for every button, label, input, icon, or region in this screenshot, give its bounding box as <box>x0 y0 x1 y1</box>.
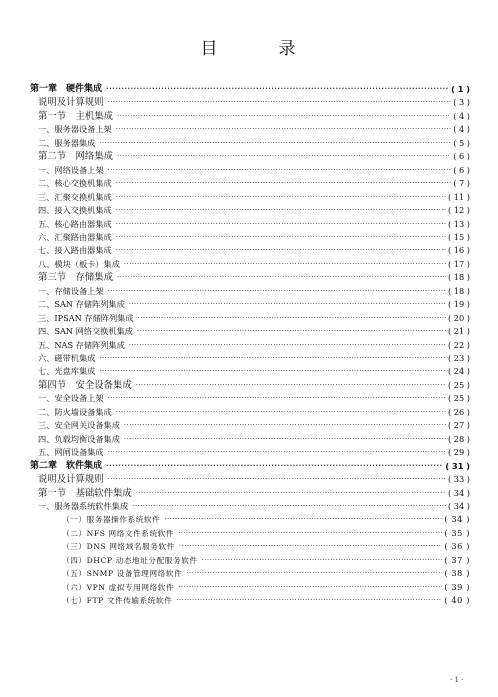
toc-entry-label: 四、负载均衡设备集成 <box>38 433 120 444</box>
toc-entry-page: ( 22 ) <box>447 339 470 350</box>
toc-entry[interactable] <box>38 190 470 204</box>
toc-entry[interactable] <box>38 391 470 405</box>
toc-entry[interactable] <box>38 163 470 177</box>
toc-entry[interactable] <box>38 243 470 257</box>
toc-entry-label: 六、汇聚路由器集成 <box>38 231 112 242</box>
toc-entry[interactable] <box>38 176 470 190</box>
toc-entry-label: 八、模块（板卡）集成 <box>38 258 120 269</box>
toc-entry[interactable] <box>38 122 470 136</box>
dot-leader <box>124 258 446 271</box>
toc-entry[interactable] <box>38 230 470 244</box>
dot-leader <box>108 446 446 459</box>
toc-entry-page: ( 19 ) <box>447 299 470 310</box>
toc-entry[interactable] <box>38 364 470 378</box>
toc-entry-label: 七、光盘库集成 <box>38 366 96 377</box>
toc-entry[interactable] <box>38 338 470 352</box>
toc-entry-label: 二、SAN 存储阵列集成 <box>38 299 125 310</box>
toc-entry-page: ( 18 ) <box>447 272 470 283</box>
toc-entry-label: 第一节 基础软件集成 <box>38 487 132 499</box>
toc-entry[interactable] <box>38 257 470 271</box>
toc-entry-page: ( 6 ) <box>453 164 470 175</box>
toc-entry-page: ( 17 ) <box>447 258 470 269</box>
dot-leader <box>108 392 446 405</box>
toc-entry-label: 四、SAN 网络交换机集成 <box>38 326 133 337</box>
page-title: 目 录 <box>200 39 318 59</box>
toc-entry-label: 五、NAS 存储阵列集成 <box>38 339 125 350</box>
toc-entry[interactable] <box>38 351 470 365</box>
toc-entry-label: （五）SNMP 设备管理网络软件 <box>62 569 183 579</box>
toc-entry-page: ( 34 ) <box>444 514 470 525</box>
dot-leader <box>116 177 451 190</box>
toc-entry-page: ( 35 ) <box>444 527 470 538</box>
toc-entry[interactable] <box>38 472 470 486</box>
dot-leader <box>99 365 446 378</box>
toc-entry-page: ( 11 ) <box>447 191 470 202</box>
toc-entry-label: 一、服务器系统软件集成 <box>38 500 129 511</box>
toc-entry-page: ( 38 ) <box>444 568 470 579</box>
toc-entry[interactable] <box>38 203 470 217</box>
toc-entry-page: ( 24 ) <box>447 366 470 377</box>
toc-entry-page: ( 26 ) <box>447 406 470 417</box>
dot-leader <box>137 325 446 338</box>
toc-entry[interactable] <box>38 109 470 123</box>
toc-entry-label: 第二章 软件集成 <box>30 460 103 471</box>
toc-entry[interactable] <box>38 378 470 392</box>
toc-entry-label: 四、接入交换机集成 <box>38 205 112 216</box>
toc-entry-page: ( 6 ) <box>453 151 470 162</box>
toc-entry[interactable] <box>38 418 470 432</box>
toc-entry-page: ( 37 ) <box>444 554 470 565</box>
dot-leader <box>179 540 442 553</box>
dot-leader <box>116 406 446 419</box>
toc-entry[interactable] <box>38 95 470 109</box>
toc-entry-page: ( 4 ) <box>453 124 470 135</box>
toc-entry-label: （四）DHCP 动态地址分配服务软件 <box>62 555 198 565</box>
toc-entry-label: （七）FTP 文件传输系统软件 <box>62 596 173 606</box>
toc-entry[interactable] <box>62 526 470 540</box>
dot-leader <box>116 218 446 231</box>
dot-leader <box>108 164 452 177</box>
dot-leader <box>116 191 446 204</box>
toc-entry-page: ( 23 ) <box>447 353 470 363</box>
toc-entry-label: 第四节 安全设备集成 <box>38 379 132 391</box>
toc-entry-page: ( 12 ) <box>447 205 470 216</box>
page-number-footer: · 1 · <box>450 676 464 684</box>
toc-entry-label: 一、网络设备上架 <box>38 164 104 175</box>
toc-entry[interactable] <box>38 324 470 338</box>
toc-entry-page: ( 31 ) <box>445 460 470 471</box>
toc-entry[interactable] <box>38 311 470 325</box>
toc-entry[interactable] <box>62 580 470 594</box>
dot-leader <box>106 83 449 96</box>
toc-entry-label: （六）VPN 虚拟专用网络软件 <box>62 582 175 592</box>
dot-leader <box>138 312 446 325</box>
toc-entry-label: 第一节 主机集成 <box>38 110 114 122</box>
dot-leader <box>116 123 451 136</box>
toc-entry-label: 七、接入路由器集成 <box>38 245 112 256</box>
toc-entry[interactable] <box>38 270 470 284</box>
toc-entry-page: ( 20 ) <box>447 312 470 323</box>
toc-entry[interactable] <box>38 284 470 298</box>
toc-entry-label: 说明及计算规则 <box>38 474 104 486</box>
dot-leader <box>129 298 446 311</box>
toc-entry[interactable] <box>38 217 470 231</box>
toc-entry-label: 三、汇聚交换机集成 <box>38 191 112 202</box>
toc-entry-label: 一、服务器设备上架 <box>38 124 112 135</box>
toc-entry-page: ( 7 ) <box>453 178 470 189</box>
toc-entry-page: ( 21 ) <box>447 326 470 337</box>
toc-entry-label: 二、防火墙设备集成 <box>38 406 112 417</box>
toc-entry-page: ( 3 ) <box>453 97 470 108</box>
toc-entry-page: ( 5 ) <box>453 137 470 148</box>
toc-entry[interactable] <box>62 593 470 607</box>
toc-entry-label: 五、核心路由器集成 <box>38 218 112 229</box>
toc-entry-page: ( 28 ) <box>447 433 470 444</box>
toc-entry[interactable] <box>38 432 470 446</box>
toc-entry[interactable] <box>38 297 470 311</box>
dot-leader <box>186 567 442 580</box>
toc-entry-label: 五、网闸设备集成 <box>38 447 104 458</box>
toc-entry-page: ( 27 ) <box>447 420 470 431</box>
toc-entry[interactable] <box>62 553 470 567</box>
dot-leader <box>117 271 446 284</box>
dot-leader <box>178 581 442 594</box>
dot-leader <box>99 352 446 365</box>
dot-leader <box>117 110 451 123</box>
toc-entry[interactable] <box>62 539 470 553</box>
toc-entry-page: ( 33 ) <box>447 474 470 485</box>
toc-entry-label: （二）NFS 网络文件系统软件 <box>62 528 175 538</box>
dot-leader <box>108 473 446 486</box>
dot-leader <box>108 96 452 109</box>
dot-leader <box>136 487 446 500</box>
dot-leader <box>116 231 446 244</box>
toc-entry[interactable] <box>62 566 470 580</box>
toc-entry-label: 一、安全设备上架 <box>38 393 104 404</box>
toc-entry-label: 三、IPSAN 存储阵列集成 <box>38 312 134 323</box>
dot-leader <box>116 204 446 217</box>
toc-entry-page: ( 25 ) <box>447 393 470 404</box>
toc-entry-label: 第三节 存储集成 <box>38 272 114 284</box>
toc-entry-page: ( 34 ) <box>447 500 470 511</box>
toc-entry-page: ( 29 ) <box>447 447 470 458</box>
toc-entry-label: 第一章 硬件集成 <box>30 84 103 94</box>
toc-entry-page: ( 13 ) <box>447 218 470 229</box>
toc-entry-page: ( 39 ) <box>444 581 470 592</box>
dot-leader <box>124 419 446 432</box>
dot-leader <box>117 150 451 163</box>
toc-entry-page: ( 15 ) <box>447 231 470 242</box>
dot-leader <box>129 339 446 352</box>
toc-entry[interactable] <box>38 149 470 163</box>
toc-entry[interactable] <box>38 486 470 500</box>
dot-leader <box>178 527 442 540</box>
dot-leader <box>106 460 443 473</box>
toc-entry-page: ( 1 ) <box>451 84 470 94</box>
dot-leader <box>99 137 451 150</box>
toc-entry[interactable] <box>38 445 470 459</box>
toc-entry[interactable] <box>38 499 470 513</box>
dot-leader <box>132 500 446 513</box>
dot-leader <box>176 594 442 607</box>
toc-entry-label: 一、存储设备上架 <box>38 285 104 296</box>
toc-entry-page: ( 18 ) <box>447 285 470 296</box>
dot-leader <box>164 513 442 526</box>
dot-leader <box>124 433 446 446</box>
toc-entry-label: 二、核心交换机集成 <box>38 178 112 189</box>
toc-entry-label: 三、安全网关设备集成 <box>38 420 120 431</box>
dot-leader <box>202 554 443 567</box>
toc-entry-label: 第二节 网络集成 <box>38 151 114 163</box>
toc-entry[interactable] <box>62 512 470 526</box>
dot-leader <box>116 244 446 257</box>
toc-entry-label: （三）DNS 网络域名服务软件 <box>62 542 175 552</box>
toc-entry[interactable] <box>38 136 470 150</box>
toc-entry-label: 六、磁带机集成 <box>38 353 96 363</box>
toc-entry-label: 二、服务器集成 <box>38 137 96 148</box>
dot-leader <box>136 379 446 392</box>
toc-entry-page: ( 4 ) <box>453 110 470 121</box>
toc-entry-page: ( 34 ) <box>447 487 470 498</box>
toc-entry-page: ( 40 ) <box>444 595 470 606</box>
toc-entry[interactable] <box>30 82 470 96</box>
toc-entry-label: （一）服务器操作系统软件 <box>62 515 161 525</box>
toc-entry[interactable] <box>38 405 470 419</box>
toc-entry-page: ( 16 ) <box>447 245 470 256</box>
toc-entry-label: 说明及计算规则 <box>38 97 104 109</box>
toc-entry-page: ( 25 ) <box>447 379 470 390</box>
dot-leader <box>108 285 446 298</box>
toc-entry[interactable] <box>30 459 470 473</box>
toc-entry-page: ( 36 ) <box>444 541 470 552</box>
